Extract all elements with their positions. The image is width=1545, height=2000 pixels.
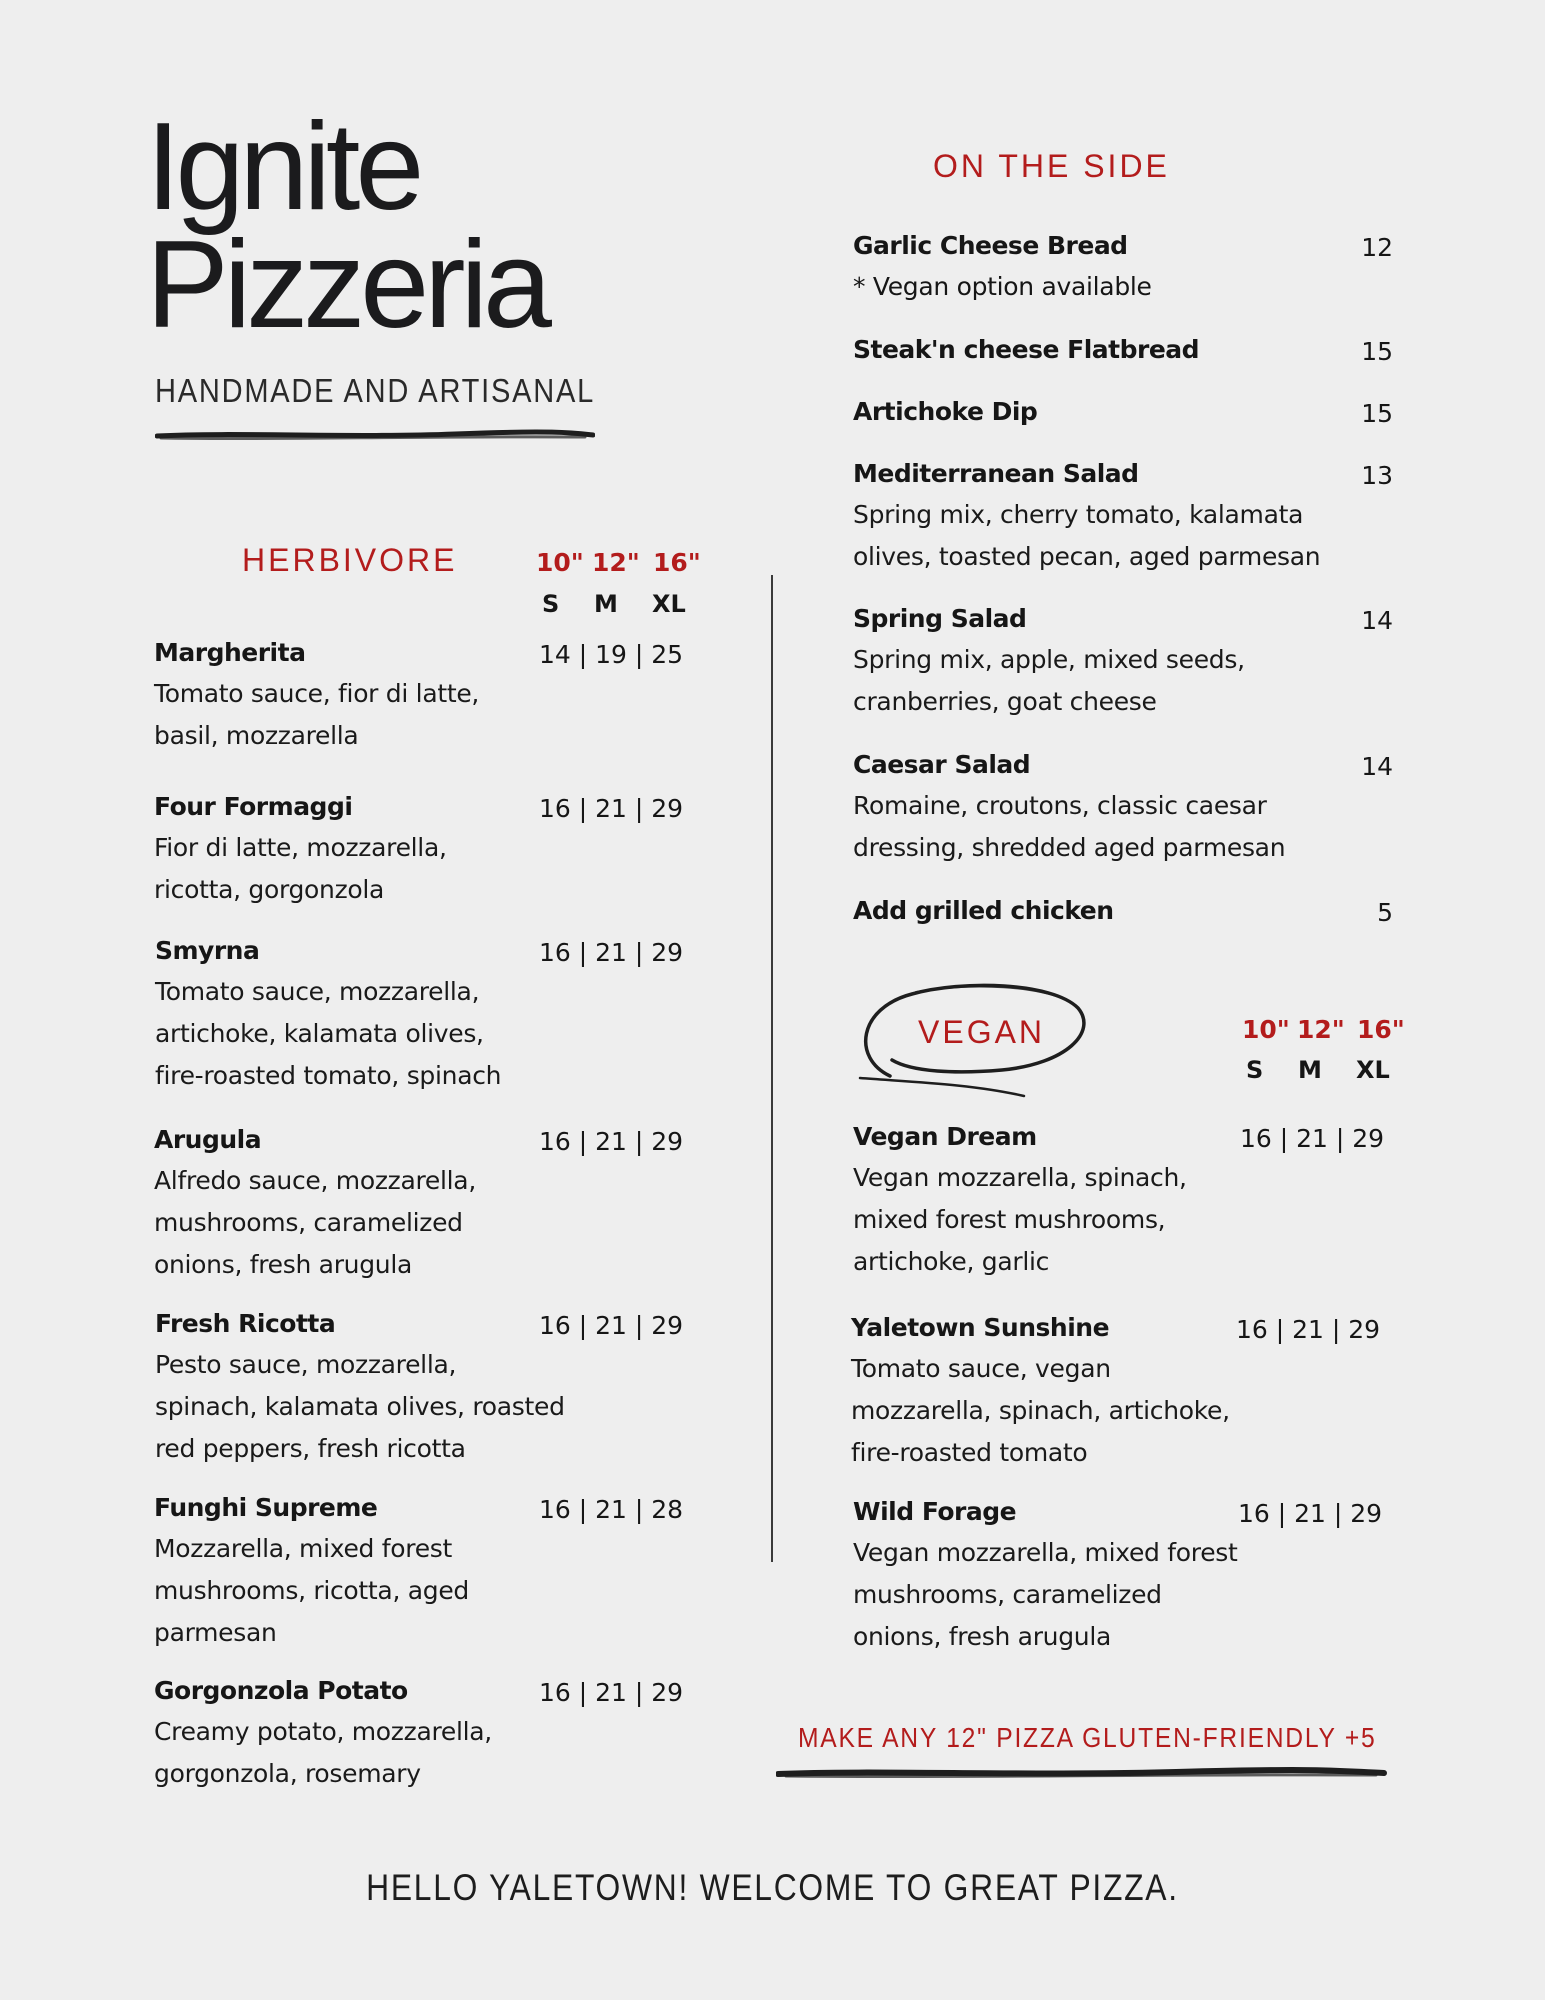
item-description [154,827,714,911]
item-description [853,785,1393,869]
side-item-mediterranean-salad [853,459,1393,578]
item-prices: 16 | 21 | 29 [539,938,684,967]
desc-line: Tomato sauce, mozzarella, [155,977,480,1006]
item-description [853,1532,1393,1658]
desc-line: ricotta, gorgonzola [154,875,385,904]
item-price: 14 [1361,752,1393,781]
item-prices: 16 | 21 | 29 [1238,1499,1383,1528]
item-description [155,971,715,1097]
brush-underline-promo [776,1765,1388,1781]
size-12-label: 12" [592,548,640,577]
vegan-title: VEGAN [918,1014,1046,1050]
desc-line: artichoke, garlic [853,1247,1050,1276]
desc-line: Pesto sauce, mozzarella, [155,1350,457,1379]
desc-line: red peppers, fresh ricotta [155,1434,466,1463]
side-item-artichoke-dip [853,397,1393,426]
item-price: 14 [1361,606,1393,635]
vegan-size-12-label: 12" [1297,1015,1345,1044]
brand-line-2: Pizzeria [146,216,548,354]
side-item-add-grilled-chicken [853,896,1393,925]
item-name: Arugula [154,1125,262,1154]
desc-line: Tomato sauce, vegan [851,1354,1111,1383]
herbivore-title: HERBIVORE [242,542,458,578]
desc-line: onions, fresh arugula [154,1250,412,1279]
item-price: 12 [1361,233,1393,262]
desc-line: onions, fresh arugula [853,1622,1111,1651]
item-price: 13 [1361,461,1393,490]
item-name: Add grilled chicken [853,896,1114,925]
side-item-steak-flatbread [853,335,1393,364]
vegan-option-note: * Vegan option available [853,272,1152,301]
menu-item-yaletown-sunshine [851,1313,1393,1474]
item-price: 5 [1377,898,1393,927]
brush-underline-tagline [155,428,595,444]
tagline: HANDMADE AND ARTISANAL [155,372,596,409]
footer-text: HELLO YALETOWN! WELCOME TO GREAT PIZZA. [366,1867,1179,1908]
menu-item-margherita [154,638,714,757]
desc-line: mushrooms, ricotta, aged [154,1576,469,1605]
size-s-label: S [542,590,560,618]
desc-line: Mozzarella, mixed forest [154,1534,453,1563]
item-description [154,1160,714,1286]
item-description [154,1711,714,1795]
desc-line: Creamy potato, mozzarella, [154,1717,492,1746]
menu-item-funghi-supreme [154,1493,714,1654]
item-prices: 16 | 21 | 28 [539,1495,684,1524]
item-prices: 14 | 19 | 25 [539,640,684,669]
vegan-size-10-label: 10" [1242,1015,1290,1044]
desc-line: artichoke, kalamata olives, [155,1019,484,1048]
restaurant-name [146,98,548,354]
item-name: Margherita [154,638,306,667]
size-m-label: M [594,590,618,618]
item-prices: 16 | 21 | 29 [539,1678,684,1707]
vegan-size-xl-label: XL [1356,1056,1390,1084]
desc-line: dressing, shredded aged parmesan [853,833,1286,862]
desc-line: parmesan [154,1618,277,1647]
desc-line: Fior di latte, mozzarella, [154,833,447,862]
item-name: Smyrna [155,936,260,965]
desc-line: Alfredo sauce, mozzarella, [154,1166,476,1195]
item-prices: 16 | 21 | 29 [539,1127,684,1156]
desc-line: mushrooms, caramelized [154,1208,463,1237]
size-xl-label: XL [652,590,686,618]
desc-line: cranberries, goat cheese [853,687,1157,716]
side-item-spring-salad [853,604,1393,723]
vegan-size-16-label: 16" [1357,1015,1405,1044]
menu-item-vegan-dream [853,1122,1393,1283]
side-item-caesar-salad [853,750,1393,869]
desc-line: fire-roasted tomato, spinach [155,1061,502,1090]
menu-item-gorgonzola-potato [154,1676,714,1795]
menu-item-smyrna [155,936,715,1097]
side-item-garlic-cheese-bread [853,231,1393,301]
desc-line: mushrooms, caramelized [853,1580,1162,1609]
item-description [853,1157,1393,1283]
item-description [853,494,1393,578]
item-description [851,1348,1393,1474]
item-name: Four Formaggi [154,792,353,821]
item-name: Yaletown Sunshine [851,1313,1110,1342]
item-name: Artichoke Dip [853,397,1038,426]
welcome-footer [0,1867,1545,1909]
side-title: ON THE SIDE [933,148,1170,184]
desc-line: basil, mozzarella [154,721,359,750]
desc-line: Vegan mozzarella, spinach, [853,1163,1187,1192]
desc-line: mixed forest mushrooms, [853,1205,1166,1234]
desc-line: olives, toasted pecan, aged parmesan [853,542,1321,571]
item-name: Garlic Cheese Bread [853,231,1128,260]
item-name: Gorgonzola Potato [154,1676,408,1705]
item-name: Vegan Dream [853,1122,1037,1151]
desc-line: Spring mix, cherry tomato, kalamata [853,500,1304,529]
item-name: Fresh Ricotta [155,1309,336,1338]
item-name: Funghi Supreme [154,1493,378,1522]
item-name: Mediterranean Salad [853,459,1139,488]
item-name: Spring Salad [853,604,1027,633]
item-name: Steak'n cheese Flatbread [853,335,1200,364]
item-prices: 16 | 21 | 29 [539,1311,684,1340]
desc-line: fire-roasted tomato [851,1438,1088,1467]
item-name: Wild Forage [853,1497,1017,1526]
item-price: 15 [1361,399,1393,428]
desc-line: Romaine, croutons, classic caesar [853,791,1267,820]
desc-line: gorgonzola, rosemary [154,1759,421,1788]
item-prices: 16 | 21 | 29 [539,794,684,823]
desc-line: Vegan mozzarella, mixed forest [853,1538,1238,1567]
desc-line: spinach, kalamata olives, roasted [155,1392,565,1421]
vegan-size-s-label: S [1246,1056,1264,1084]
size-10-label: 10" [536,548,584,577]
gluten-friendly-promo: MAKE ANY 12" PIZZA GLUTEN-FRIENDLY +5 [798,1722,1377,1753]
item-description [155,1344,715,1470]
desc-line: Spring mix, apple, mixed seeds, [853,645,1245,674]
menu-item-arugula [154,1125,714,1286]
column-divider [771,575,773,1562]
item-description [154,673,714,757]
menu-item-four-formaggi [154,792,714,911]
desc-line: Tomato sauce, fior di latte, [154,679,480,708]
vegan-size-m-label: M [1298,1056,1322,1084]
item-description [154,1528,714,1654]
item-prices: 16 | 21 | 29 [1236,1315,1381,1344]
item-description [853,639,1393,723]
size-16-label: 16" [653,548,701,577]
item-price: 15 [1361,337,1393,366]
item-name: Caesar Salad [853,750,1031,779]
item-prices: 16 | 21 | 29 [1240,1124,1385,1153]
brand-line-1: Ignite [146,98,420,236]
menu-item-fresh-ricotta [155,1309,715,1470]
menu-item-wild-forage [853,1497,1393,1658]
desc-line: mozzarella, spinach, artichoke, [851,1396,1230,1425]
